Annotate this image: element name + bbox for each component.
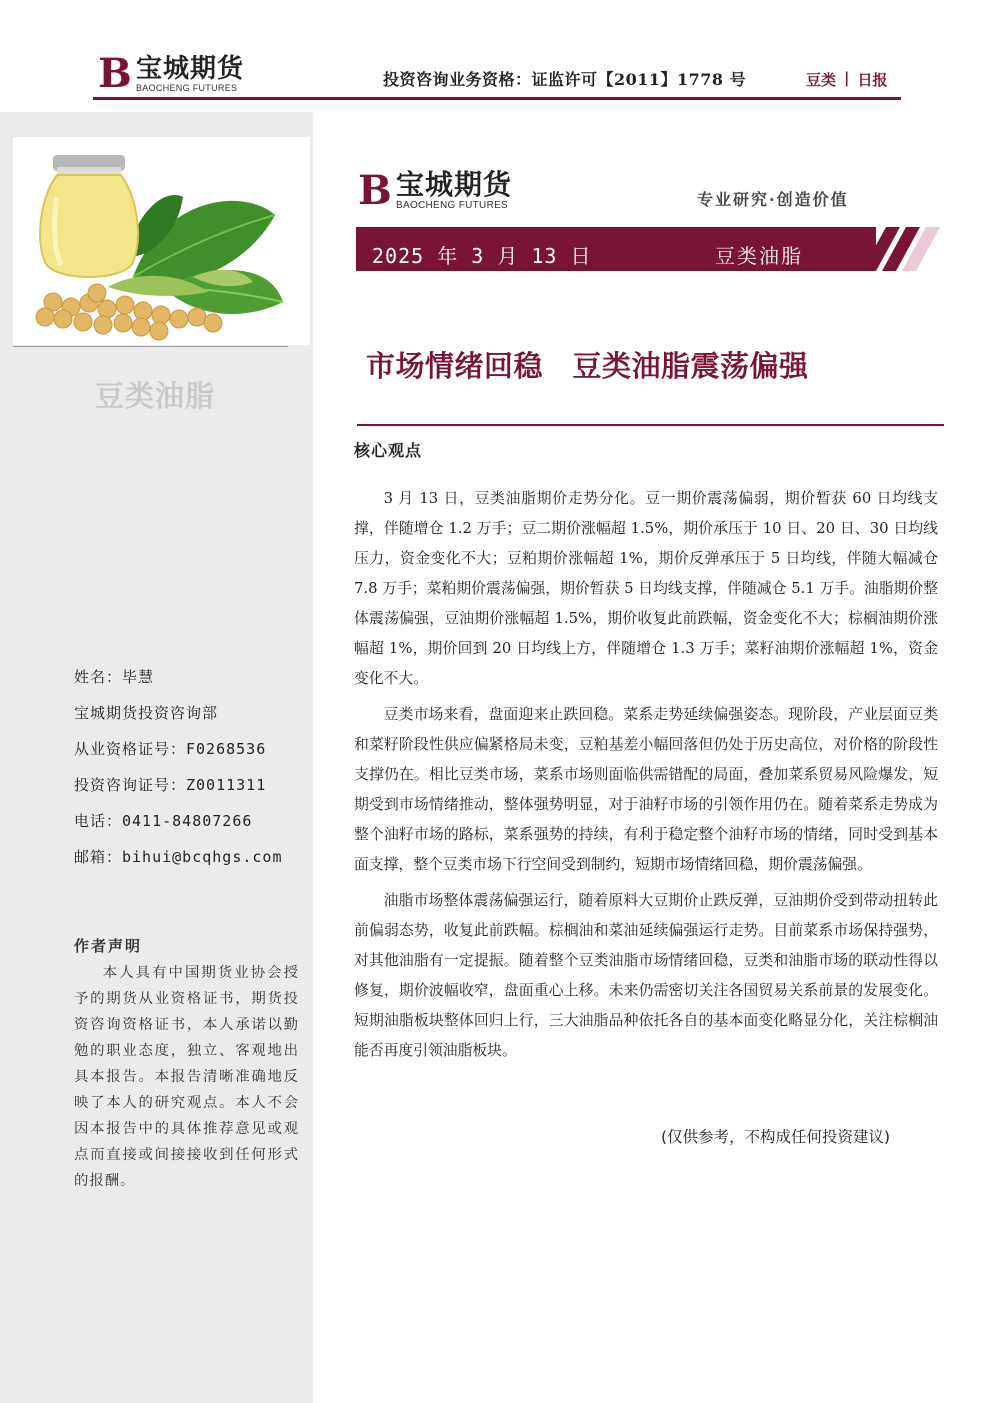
sidebar-title: 豆类油脂: [95, 379, 216, 413]
author-email: 邮箱：bihui@bcqhgs.com: [74, 848, 283, 866]
title-divider: [357, 424, 944, 426]
banner-stripes-icon: [856, 227, 946, 271]
paragraph: 油脂市场整体震荡偏强运行，随着原料大豆期价止跌反弹，豆油期价受到带动扭转此前偏弱态势，收复此前跌幅。棕榈油和菜油延续偏强运行走势。目前菜系市场保持强势，对其他油脂有一定提振。随着整个豆类油脂市场情绪回稳，豆类和油脂市场的联动性得以修复，期价波幅收窄，盘面重心上移。未来仍需密切关注各国贸易关系前景的发展变化。短期油脂板块整体回归上行，三大油脂品种依托各自的基本面变化略显分化，关注棕榈油能否再度引领油脂板块。: [354, 892, 938, 1059]
hero-image: [13, 137, 310, 345]
license-text: 投资咨询业务资格：证监许可【2011】1778 号: [383, 70, 747, 89]
tag-separator: |: [844, 69, 850, 87]
paragraph: 豆类市场来看，盘面迎来止跌回稳。菜系走势延续偏强姿态。现阶段，产业层面豆类和菜籽阶段性供应偏紧格局未变，豆粕基差小幅回落但仍处于历史高位，对价格的阶段性支撑仍在。相比豆类市场，菜系市场则面临供需错配的局面，叠加菜系贸易风险爆发，短期受到市场情绪推动，整体强势明显，对于油籽市场的引领作用仍在。随着菜系走势成为整个油籽市场的路标，菜系强势的持续，有利于稳定整个油籽市场的情绪，同时受到基本面支撑，整个豆类市场下行空间受到制约，短期市场情绪回稳，期价震荡偏强。: [354, 706, 938, 873]
logo-mark-icon: B: [98, 50, 132, 97]
main-logo: [358, 167, 513, 214]
author-consulting-cert: 投资咨询证号：Z0011311: [74, 776, 267, 794]
author-name: 姓名：毕慧: [74, 668, 155, 686]
logo-en: BAOCHENG FUTURES: [396, 200, 509, 211]
author-department: 宝城期货投资咨询部: [74, 704, 219, 722]
tag-type: 日报: [857, 71, 888, 89]
core-view-heading: 核心观点: [354, 441, 423, 460]
report-category: 豆类油脂: [715, 244, 803, 268]
declaration-text: 本人具有中国期货业协会授予的期货从业资格证书，期货投资咨询资格证书，本人承诺以勤勉的职业态度，独立、客观地出具本报告。本报告清晰准确地反映了本人的研究观点。本人不会因本报告中的具体推荐意见或观点而直接或间接接收到任何形式的报酬。: [74, 965, 299, 1189]
paragraph: 3 月 13 日，豆类油脂期价走势分化。豆一期价震荡偏弱，期价暂获 60 日均线支撑，伴随增仓 1.2 万手；豆二期价涨幅超 1.5%，期价承压于 10 日、20 日、30 日均线压力，资金变化不大；豆粕期价涨幅超 1%，期价反弹承压于 5 日均线，伴随大幅减仓 7.8 万手；菜粕期价震荡偏强，期价暂获 5 日均线支撑，伴随减仓 5.1 万手。油脂期价整体震荡偏强，豆油期价涨幅超 1.5%，期价收复此前跌幅，资金变化不大；棕榈油期价涨幅超 1%，期价回到 20 日均线上方，伴随增仓 1.3 万手；菜籽油期价涨幅超 1%，资金变化不大。: [354, 490, 938, 687]
logo-mark-icon: B: [358, 167, 392, 214]
author-phone: 电话：0411-84807266: [74, 812, 253, 830]
tag-category: 豆类: [806, 71, 837, 89]
logo-cn: 宝城期货: [396, 168, 513, 201]
header-divider: [93, 97, 901, 100]
disclaimer: (仅供参考，不构成任何投资建议): [661, 1128, 891, 1146]
declaration-title: 作者声明: [74, 937, 143, 955]
report-title: 市场情绪回稳 豆类油脂震荡偏强: [366, 349, 809, 383]
author-info: [74, 666, 283, 882]
logo-en: BAOCHENG FUTURES: [136, 82, 238, 93]
hero-divider: [13, 346, 288, 347]
author-qualification: 从业资格证号：F0268536: [74, 740, 267, 758]
slogan: 专业研究·创造价值: [697, 190, 849, 209]
header-tags: [806, 69, 888, 90]
header-logo: [98, 50, 245, 97]
report-date: 2025 年 3 月 13 日: [372, 244, 592, 268]
logo-cn: 宝城期货: [136, 53, 245, 84]
page-header: [0, 0, 992, 110]
report-body: [354, 484, 938, 1072]
soybean-oil-illustration-icon: [13, 137, 310, 345]
